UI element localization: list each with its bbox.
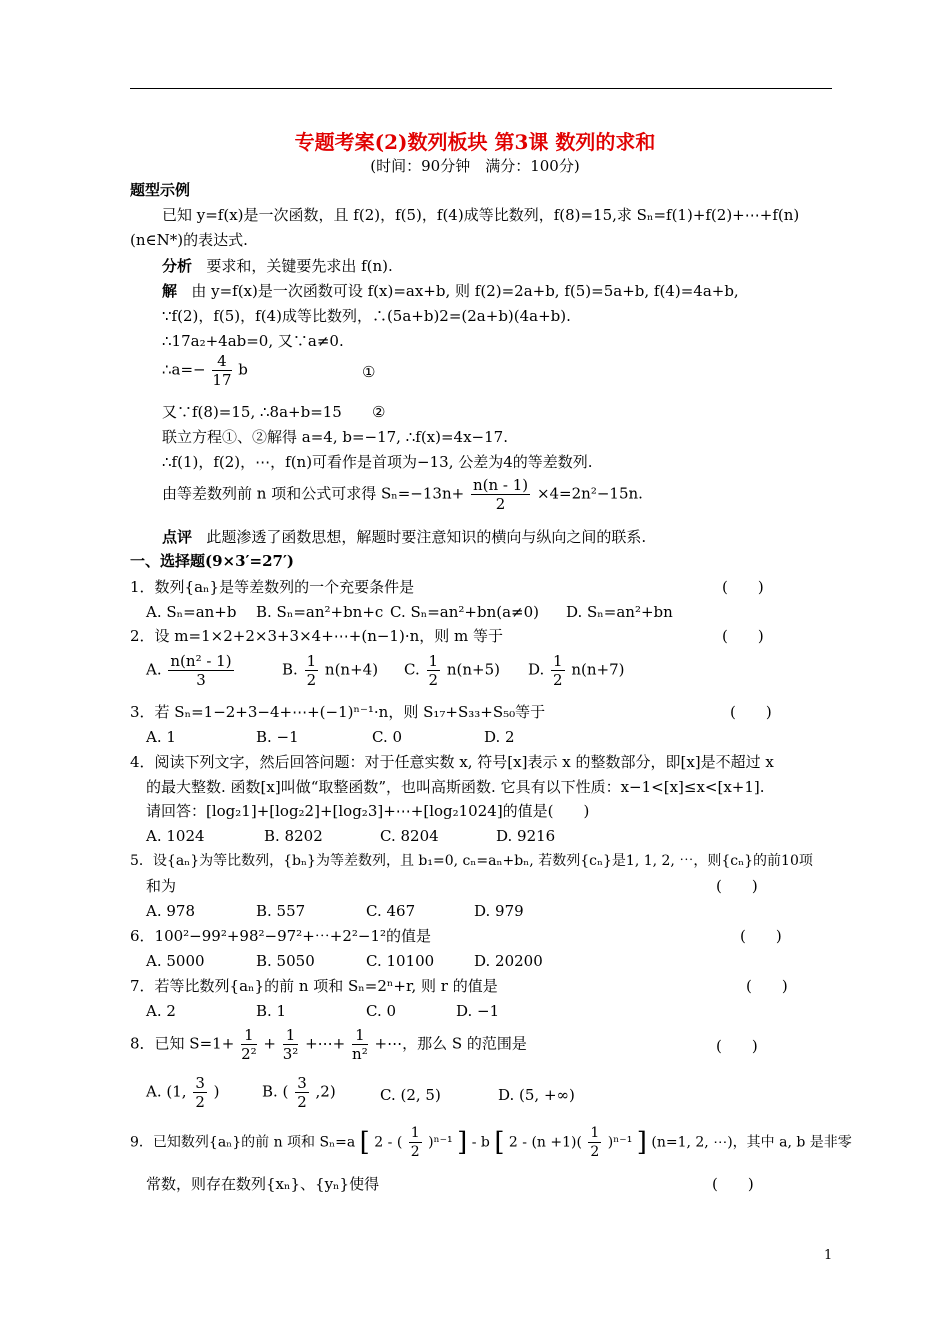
q7-option-a: A. 2 bbox=[146, 1002, 176, 1020]
equation-mark-1: ① bbox=[362, 363, 376, 381]
q2c-label: C. bbox=[404, 660, 420, 679]
page-number: 1 bbox=[824, 1248, 833, 1263]
q1-option-c: C. Sₙ=an²+bn(a≠0) bbox=[390, 603, 540, 621]
q8-frac-2 bbox=[283, 1026, 299, 1063]
q5-line-1: 5．设{aₙ}为等比数列，{bₙ}为等差数列，且 b₁=0, cₙ=aₙ+bₙ, 若数列{cₙ}是1, 1, 2, ⋯，则{cₙ}的前10项 bbox=[130, 853, 813, 869]
q5-option-b: B. 557 bbox=[256, 902, 306, 920]
q9-answer-paren: ( ) bbox=[712, 1175, 754, 1193]
comment-label: 点评 bbox=[162, 528, 193, 546]
q2-answer-paren: ( ) bbox=[722, 627, 764, 645]
q5-line-2: 和为 bbox=[146, 877, 177, 895]
q8-frac-1 bbox=[241, 1026, 257, 1063]
q9-pre: 9．已知数列{aₙ}的前 n 项和 Sₙ=a bbox=[130, 1134, 356, 1151]
q9-bracket-close-1: ] bbox=[457, 1127, 468, 1158]
q4-option-d: D. 9216 bbox=[496, 827, 556, 845]
q8-plus: + bbox=[263, 1034, 276, 1053]
q6-option-d: D. 20200 bbox=[474, 952, 543, 970]
q1-option-a: A. Sₙ=an+b bbox=[146, 603, 237, 621]
sol8-pre: 由等差数列前 n 项和公式可求得 Sₙ=−13n+ bbox=[162, 484, 465, 503]
q2d-post: n(n+7) bbox=[571, 660, 625, 679]
q9-half1-num: 1 bbox=[410, 1125, 420, 1141]
q8b-num: 3 bbox=[297, 1074, 307, 1092]
q2a-num: n(n² - 1) bbox=[170, 652, 232, 670]
q4-line-3: 请回答：[log₂1]+[log₂2]+[log₂3]+⋯+[log₂1024]的值是( ) bbox=[146, 802, 590, 820]
q8a-post: ) bbox=[213, 1082, 220, 1101]
analysis-text: 要求和，关键要先求出 f(n). bbox=[206, 257, 393, 275]
q8-option-c: C. (2, 5) bbox=[380, 1086, 441, 1104]
sol4-post: b bbox=[238, 360, 248, 379]
q2-option-d bbox=[528, 652, 625, 689]
equation-mark-2: ② bbox=[372, 403, 386, 421]
q9-bracket-open-1: [ bbox=[359, 1127, 370, 1158]
solution-text-1: 由 y=f(x)是一次函数可设 f(x)=ax+b, 则 f(2)=2a+b, f(5)=5a+b, f(4)=4a+b, bbox=[191, 282, 739, 300]
sol4-fraction bbox=[212, 352, 231, 389]
q9-minus-b: - b bbox=[471, 1134, 490, 1151]
page-subtitle: (时间：90分钟 满分：100分) bbox=[370, 157, 580, 175]
problem-line-1: 已知 y=f(x)是一次函数，且 f(2)，f(5)，f(4)成等比数列，f(8)=15,求 Sₙ=f(1)+f(2)+⋯+f(n) bbox=[162, 206, 800, 224]
q8-mid: +⋯+ bbox=[305, 1034, 346, 1053]
q4-option-a: A. 1024 bbox=[146, 827, 205, 845]
q4-line-1: 4．阅读下列文字，然后回答问题：对于任意实数 x, 符号[x]表示 x 的整数部分，即[x]是不超过 x bbox=[130, 753, 774, 771]
q2a-fraction bbox=[168, 652, 233, 689]
q2c-fraction bbox=[427, 652, 441, 689]
q5-option-a: A. 978 bbox=[146, 902, 195, 920]
q8-stem bbox=[130, 1026, 527, 1063]
q2c-num: 1 bbox=[428, 652, 439, 670]
q8-f2-den: 3² bbox=[282, 1045, 299, 1063]
q3-stem: 3．若 Sₙ=1−2+3−4+⋯+(−1)ⁿ⁻¹·n，则 S₁₇+S₃₃+S₅₀等于 bbox=[130, 703, 546, 721]
q5-option-c: C. 467 bbox=[366, 902, 416, 920]
q8-option-d: D. (5, +∞) bbox=[498, 1086, 575, 1104]
comment-text: 此题渗透了函数思想，解题时要注意知识的横向与纵向之间的联系. bbox=[206, 528, 647, 546]
top-rule bbox=[130, 88, 832, 89]
q9-bracket-close-2: ] bbox=[636, 1127, 647, 1158]
q8b-den: 2 bbox=[297, 1093, 307, 1111]
q8a-pre: A. (1, bbox=[146, 1082, 187, 1101]
q8-f3-num: 1 bbox=[352, 1026, 368, 1045]
q7-option-c: C. 0 bbox=[366, 1002, 397, 1020]
q2-option-a bbox=[146, 652, 236, 689]
q8-f3-den: n² bbox=[352, 1045, 368, 1063]
q1-option-b: B. Sₙ=an²+bn+c bbox=[256, 603, 384, 621]
sol4-den: 17 bbox=[212, 371, 232, 389]
q2d-fraction bbox=[551, 652, 565, 689]
solution-line-7: ∴f(1)，f(2)，⋯，f(n)可看作是首项为−13, 公差为4的等差数列. bbox=[162, 453, 593, 471]
q9-half2-num: 1 bbox=[590, 1125, 600, 1141]
q9-stem bbox=[130, 1124, 852, 1161]
q2b-den: 2 bbox=[306, 671, 317, 689]
q9-br2-a: 2 - (n +1)( bbox=[508, 1134, 582, 1151]
q9-half-2 bbox=[588, 1124, 601, 1161]
q2a-den: 3 bbox=[196, 671, 206, 689]
q8-f1-den: 2² bbox=[241, 1045, 257, 1063]
q6-option-b: B. 5050 bbox=[256, 952, 315, 970]
q8-frac-3 bbox=[352, 1026, 368, 1063]
q8a-num: 3 bbox=[195, 1074, 205, 1092]
q1-option-d: D. Sₙ=an²+bn bbox=[566, 603, 673, 621]
q8-post: +⋯，那么 S 的范围是 bbox=[374, 1034, 527, 1053]
q2b-fraction bbox=[305, 652, 319, 689]
q2d-den: 2 bbox=[553, 671, 563, 689]
analysis bbox=[162, 256, 393, 276]
analysis-label: 分析 bbox=[162, 257, 193, 275]
q2b-label: B. bbox=[282, 660, 298, 679]
q7-answer-paren: ( ) bbox=[746, 977, 788, 995]
q8-answer-paren: ( ) bbox=[716, 1037, 758, 1055]
q9-half1-den: 2 bbox=[410, 1144, 420, 1160]
q6-stem: 6．100²−99²+98²−97²+⋯+2²−1²的值是 bbox=[130, 927, 432, 945]
sol8-post: ×4=2n²−15n. bbox=[536, 484, 643, 503]
q6-answer-paren: ( ) bbox=[740, 927, 782, 945]
q3-option-d: D. 2 bbox=[484, 728, 515, 746]
q8-f2-num: 1 bbox=[283, 1026, 299, 1045]
q2c-den: 2 bbox=[428, 671, 439, 689]
q9-br1-b: )ⁿ⁻¹ bbox=[428, 1134, 453, 1151]
q1-stem: 1．数列{aₙ}是等差数列的一个充要条件是 bbox=[130, 578, 415, 596]
solution-line-4 bbox=[162, 352, 248, 389]
q8a-fraction bbox=[193, 1074, 207, 1111]
q9-post: (n=1, 2, ⋯)，其中 a, b 是非零 bbox=[651, 1134, 852, 1151]
q9-half2-den: 2 bbox=[590, 1144, 600, 1160]
solution-line-1 bbox=[162, 281, 739, 301]
solution-line-5: 又∵f(8)=15, ∴8a+b=15 bbox=[162, 403, 342, 421]
q2d-num: 1 bbox=[553, 652, 563, 670]
q7-stem: 7．若等比数列{aₙ}的前 n 项和 Sₙ=2ⁿ+r, 则 r 的值是 bbox=[130, 977, 498, 995]
q4-option-c: C. 8204 bbox=[380, 827, 439, 845]
solution-line-3: ∴17a₂+4ab=0, 又∵a≠0. bbox=[162, 332, 344, 350]
q6-option-c: C. 10100 bbox=[366, 952, 435, 970]
section-heading: 一、选择题(9×3′=27′) bbox=[130, 552, 294, 570]
q2-option-b bbox=[282, 652, 378, 689]
sol4-num: 4 bbox=[212, 352, 231, 371]
q9-br1-a: 2 - ( bbox=[374, 1134, 403, 1151]
sol8-fraction bbox=[471, 476, 530, 513]
q3-option-c: C. 0 bbox=[372, 728, 403, 746]
q2d-label: D. bbox=[528, 660, 545, 679]
solution-line-6: 联立方程①、②解得 a=4, b=−17, ∴f(x)=4x−17. bbox=[162, 428, 508, 446]
q5-option-d: D. 979 bbox=[474, 902, 524, 920]
q6-option-a: A. 5000 bbox=[146, 952, 205, 970]
example-heading: 题型示例 bbox=[130, 181, 191, 199]
q3-option-a: A. 1 bbox=[146, 728, 176, 746]
q7-option-b: B. 1 bbox=[256, 1002, 287, 1020]
q8-pre: 8．已知 S=1+ bbox=[130, 1034, 235, 1053]
q2b-post: n(n+4) bbox=[324, 660, 379, 679]
sol8-num: n(n - 1) bbox=[472, 476, 529, 494]
q8b-post: ,2) bbox=[315, 1082, 336, 1101]
q2b-num: 1 bbox=[306, 652, 317, 670]
q8b-fraction bbox=[295, 1074, 309, 1111]
q9-half-1 bbox=[409, 1124, 422, 1161]
solution-label: 解 bbox=[162, 282, 178, 300]
q8-f1-num: 1 bbox=[241, 1026, 257, 1045]
sol4-pre: ∴a=− bbox=[162, 360, 206, 379]
q2a-label: A. bbox=[146, 660, 162, 679]
sol8-den: 2 bbox=[495, 495, 506, 513]
q8a-den: 2 bbox=[195, 1093, 205, 1111]
q9-br2-b: )ⁿ⁻¹ bbox=[607, 1134, 633, 1151]
q3-option-b: B. −1 bbox=[256, 728, 299, 746]
problem-line-2: (n∈N*)的表达式. bbox=[130, 231, 248, 249]
q8-option-a bbox=[146, 1074, 220, 1111]
page-title: 专题考案(2)数列板块 第3课 数列的求和 bbox=[294, 130, 656, 154]
q2c-post: n(n+5) bbox=[446, 660, 500, 679]
q1-answer-paren: ( ) bbox=[722, 578, 764, 596]
q2-option-c bbox=[404, 652, 500, 689]
q7-option-d: D. −1 bbox=[456, 1002, 500, 1020]
solution-line-8 bbox=[162, 476, 643, 513]
q5-answer-paren: ( ) bbox=[716, 877, 758, 895]
q8-option-b bbox=[262, 1074, 336, 1111]
q9-line-2: 常数，则存在数列{xₙ}、{yₙ}使得 bbox=[146, 1175, 380, 1193]
q4-line-2: 的最大整数. 函数[x]叫做“取整函数”，也叫高斯函数. 它具有以下性质：x−1<[x]≤x<[x+1]. bbox=[146, 778, 765, 796]
q9-bracket-open-2: [ bbox=[494, 1127, 505, 1158]
solution-line-2: ∵f(2)，f(5)，f(4)成等比数列，∴(5a+b)2=(2a+b)(4a+b). bbox=[162, 307, 571, 325]
comment bbox=[162, 527, 646, 547]
q8b-pre: B. ( bbox=[262, 1082, 289, 1101]
q2-stem: 2．设 m=1×2+2×3+3×4+⋯+(n−1)·n，则 m 等于 bbox=[130, 627, 504, 645]
q3-answer-paren: ( ) bbox=[730, 703, 772, 721]
q4-option-b: B. 8202 bbox=[264, 827, 323, 845]
